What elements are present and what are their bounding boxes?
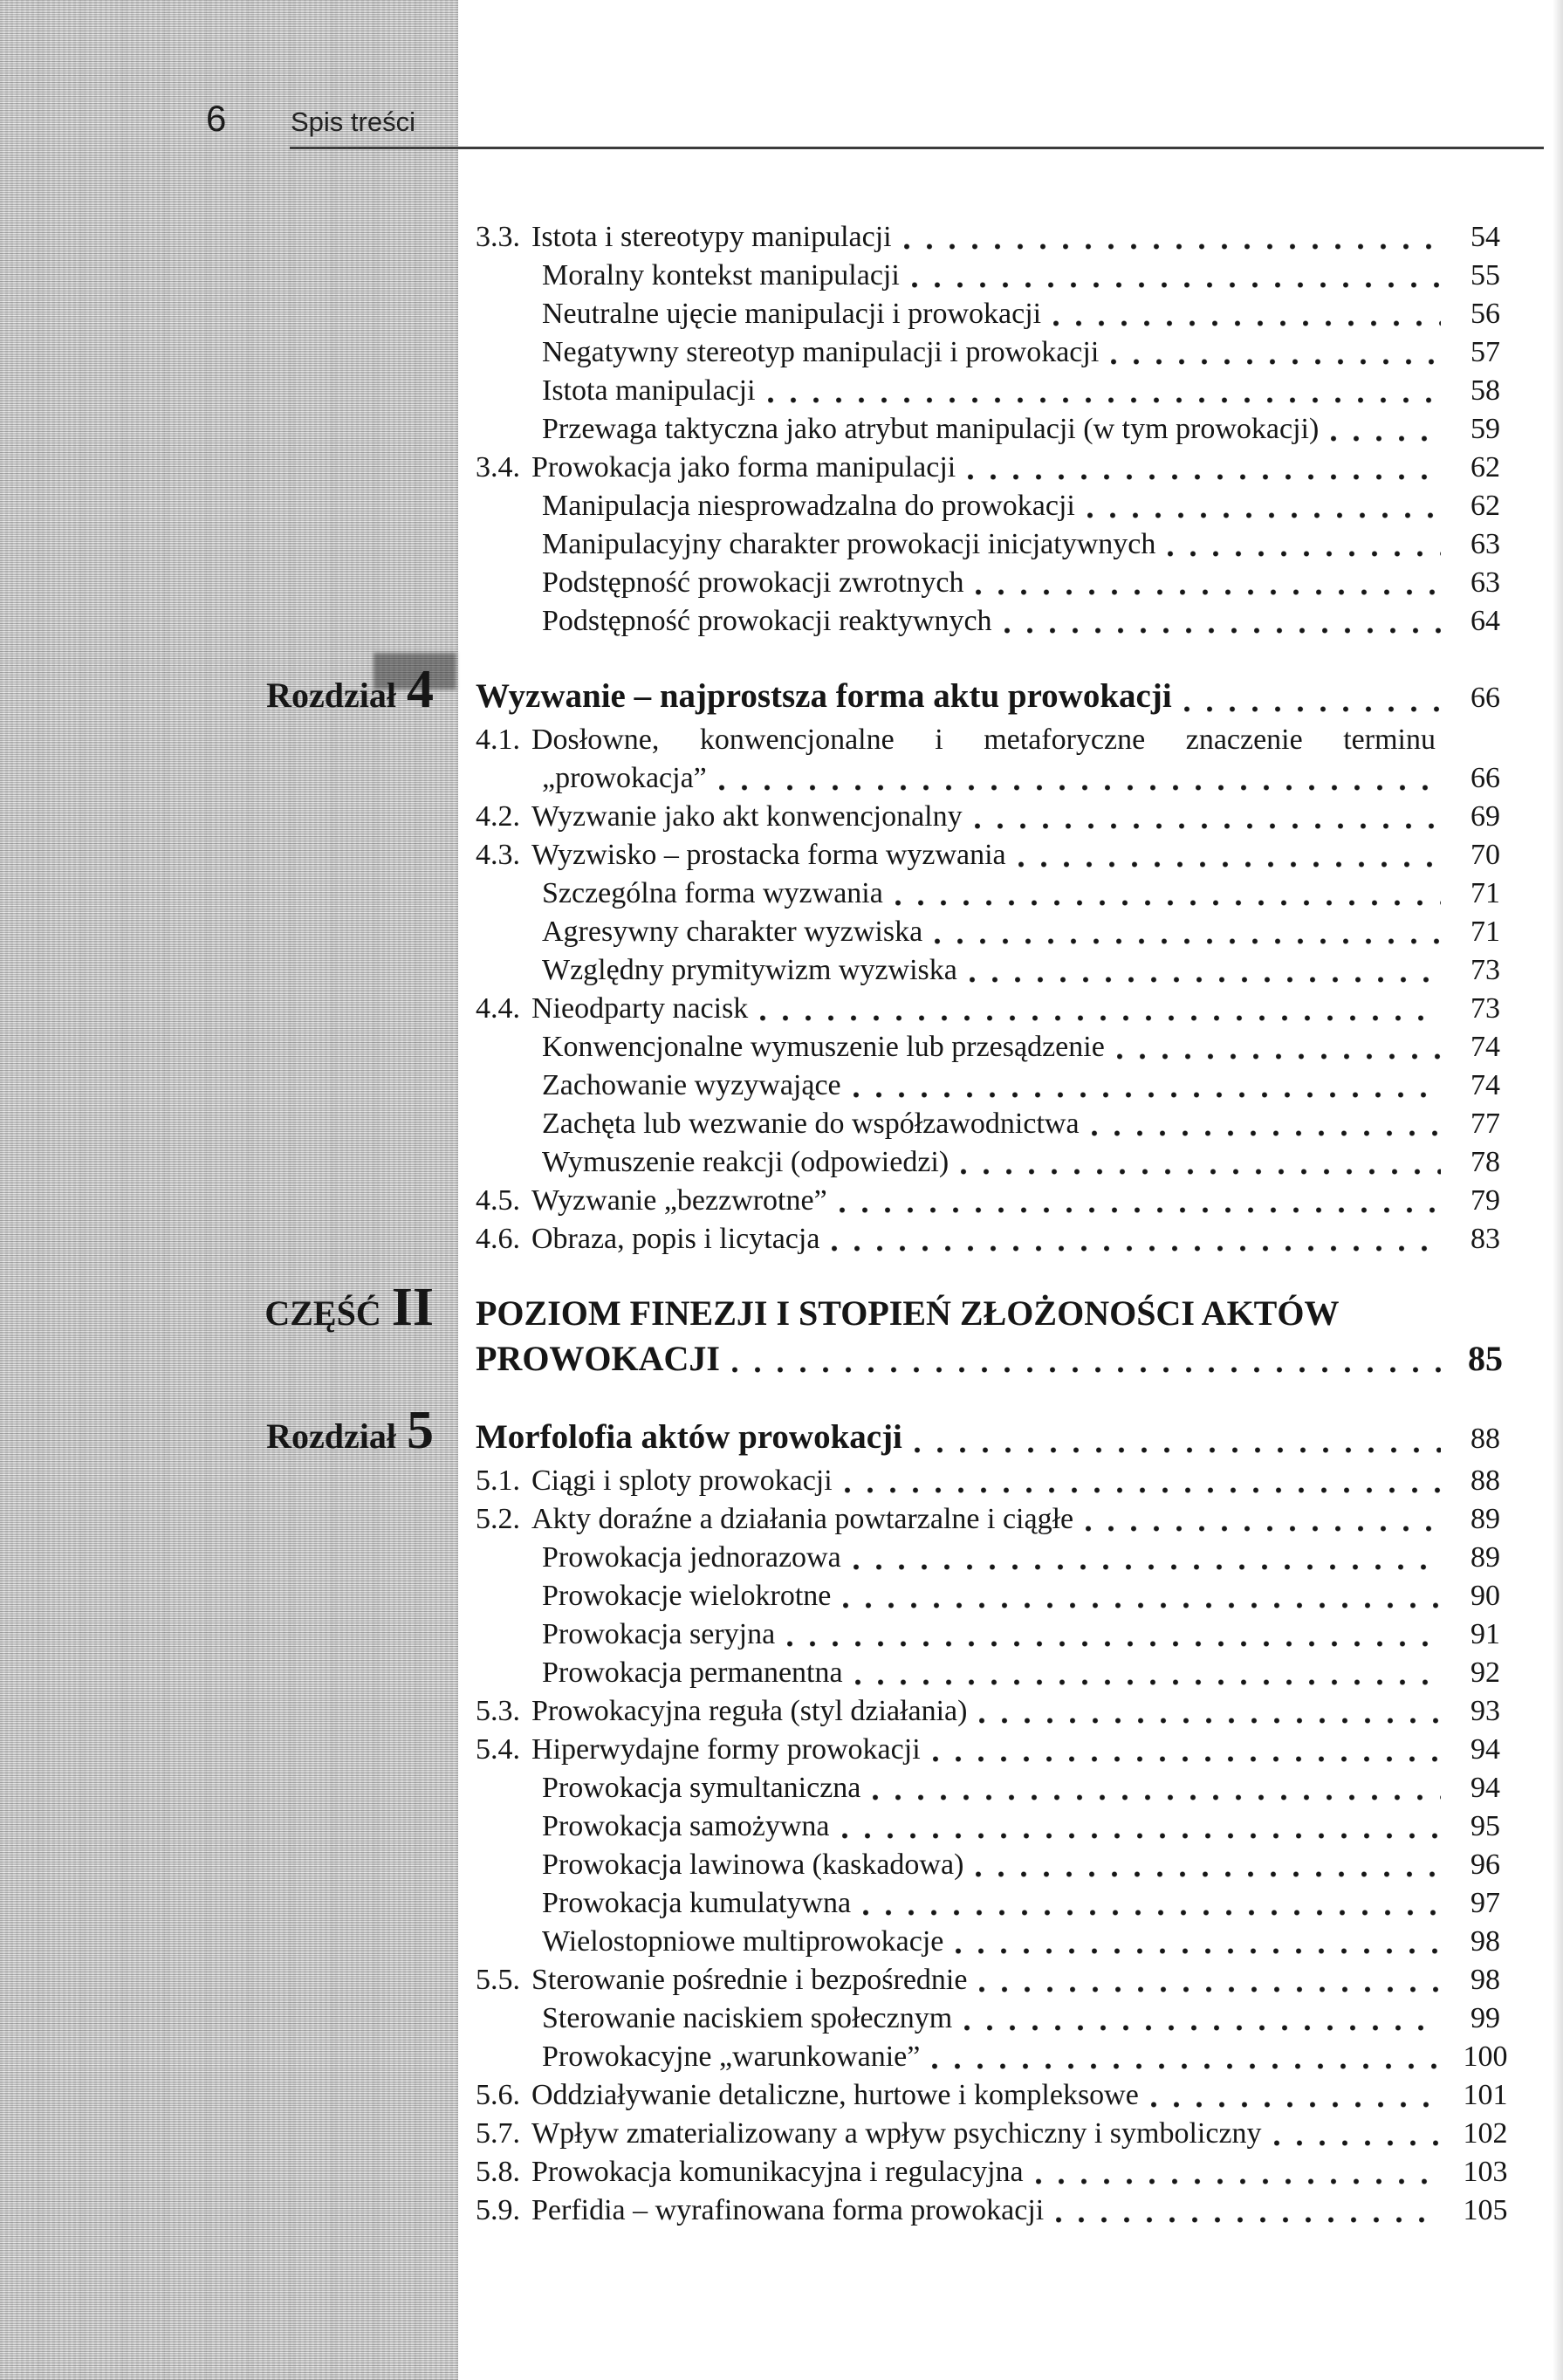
toc-part-entry <box>0 1278 1523 1382</box>
entry-page: 89 <box>1470 1503 1500 1535</box>
dot-leader <box>964 2025 1441 2031</box>
dot-leader <box>904 243 1441 250</box>
entry-text: Hiperwydajne formy prowokacji <box>531 1733 921 1766</box>
entry-page: 56 <box>1470 298 1500 330</box>
entry-text: Szczególna forma wyzwania <box>542 877 883 909</box>
dot-leader <box>895 900 1441 906</box>
dot-leader <box>976 589 1441 595</box>
entry-text: Wyzwanie jako akt konwencjonalny <box>531 800 963 833</box>
dot-leader <box>933 1756 1441 1762</box>
toc-entry <box>0 1692 1523 1731</box>
dot-leader <box>935 938 1441 944</box>
dot-leader <box>842 1833 1441 1839</box>
part-title-line1 <box>476 1291 1523 1336</box>
folio-number: 6 <box>206 98 227 139</box>
margin-label-pre: Rozdział <box>266 1416 396 1456</box>
entry-text: Negatywny stereotyp manipulacji i prowokacji <box>542 336 1100 368</box>
entry-number: 5.8. <box>476 2156 520 2188</box>
entry-number: 4.1. <box>476 724 520 756</box>
dot-leader <box>1036 2178 1441 2185</box>
entry-number: 3.4. <box>476 451 520 484</box>
entry-page: 62 <box>1470 490 1500 522</box>
entry-content <box>476 1500 1523 1539</box>
entry-text: Prowokacja lawinowa (kaskadowa) <box>542 1848 964 1881</box>
entry-page: 66 <box>1470 682 1500 714</box>
entry-text: Sterowanie naciskiem społecznym <box>542 2002 953 2034</box>
dot-leader <box>932 2063 1441 2069</box>
toc-entry <box>0 874 1523 913</box>
entry-text: Wyzwanie – najprostsza forma aktu prowokacji <box>476 677 1172 715</box>
header-rule <box>290 147 1544 149</box>
entry-number: 5.3. <box>476 1695 520 1727</box>
entry-text: Zachęta lub wezwanie do współzawodnictwa <box>542 1108 1080 1140</box>
toc-entry <box>0 1105 1523 1143</box>
dot-leader <box>1053 320 1441 326</box>
entry-page: 98 <box>1470 1925 1500 1958</box>
entry-number: 4.2. <box>476 800 520 833</box>
entry-text: Względny prymitywizm wyzwiska <box>542 954 957 986</box>
entry-page: 78 <box>1470 1146 1500 1178</box>
entry-text: Wielostopniowe multiprowokacje <box>542 1925 944 1958</box>
toc-entry <box>0 1220 1523 1259</box>
scan-edge-shadow <box>1553 0 1563 2380</box>
entry-text: Manipulacyjny charakter prowokacji inicjatywnych <box>542 528 1156 560</box>
entry-content <box>476 372 1523 410</box>
entry-text: Prowokacja seryjna <box>542 1618 776 1650</box>
entry-page: 101 <box>1463 2079 1508 2111</box>
toc-entry <box>0 564 1523 602</box>
entry-text: Morfolofia aktów prowokacji <box>476 1418 902 1456</box>
entry-text: Ciągi i sploty prowokacji <box>531 1464 833 1497</box>
dot-leader <box>1331 436 1441 442</box>
toc-entry <box>0 2115 1523 2153</box>
entry-content <box>476 449 1523 487</box>
entry-page: 88 <box>1470 1423 1500 1455</box>
entry-content <box>476 1807 1523 1846</box>
entry-page: 96 <box>1470 1848 1500 1881</box>
dot-leader <box>1151 2102 1441 2108</box>
entry-text: Prowokacja komunikacyjna i regulacyjna <box>531 2156 1024 2188</box>
entry-page: 103 <box>1463 2156 1508 2188</box>
toc-entry <box>0 1961 1523 1999</box>
toc-entry <box>0 2038 1523 2076</box>
entry-content <box>476 2038 1523 2076</box>
entry-page: 92 <box>1470 1656 1500 1689</box>
entry-content <box>476 1923 1523 1961</box>
entry-page: 54 <box>1470 221 1500 253</box>
dot-leader <box>1018 861 1441 868</box>
entry-content <box>476 1220 1523 1259</box>
dot-leader <box>760 1015 1441 1021</box>
entry-content <box>476 1143 1523 1182</box>
entry-content <box>476 1182 1523 1220</box>
entry-page: 83 <box>1470 1223 1500 1255</box>
toc-entry <box>0 1143 1523 1182</box>
entry-page: 94 <box>1470 1733 1500 1766</box>
toc-entry <box>0 487 1523 525</box>
dot-leader <box>832 1245 1441 1252</box>
entry-page: 70 <box>1470 839 1500 871</box>
toc-entry <box>0 798 1523 836</box>
dot-leader <box>1117 1053 1441 1060</box>
entry-page: 102 <box>1463 2117 1508 2150</box>
dot-leader <box>1004 628 1441 634</box>
entry-text: Neutralne ujęcie manipulacji i prowokacji <box>542 298 1042 330</box>
entry-text-line2: PROWOKACJI <box>476 1339 720 1378</box>
toc-entry <box>0 2153 1523 2191</box>
dot-leader <box>915 1447 1441 1453</box>
entry-number: 4.5. <box>476 1184 520 1217</box>
entry-content <box>476 1999 1523 2038</box>
entry-content <box>476 1028 1523 1067</box>
entry-content <box>476 295 1523 333</box>
entry-content <box>476 1105 1523 1143</box>
entry-page: 57 <box>1470 336 1500 368</box>
entry-page: 85 <box>1468 1339 1503 1378</box>
entry-page: 69 <box>1470 800 1500 833</box>
entry-text: Istota manipulacji <box>542 374 756 407</box>
toc-entry <box>0 2076 1523 2115</box>
dot-leader <box>1087 512 1441 518</box>
toc-entry <box>0 372 1523 410</box>
entry-content <box>476 1615 1523 1654</box>
toc-entry <box>0 1577 1523 1615</box>
entry-number: 4.3. <box>476 839 520 871</box>
toc-entry <box>0 836 1523 874</box>
entry-text: Zachowanie wyzywające <box>542 1069 841 1101</box>
dot-leader <box>1274 2140 1441 2146</box>
entry-content <box>476 333 1523 372</box>
entry-content <box>476 257 1523 295</box>
toc-entry <box>0 333 1523 372</box>
dot-leader <box>912 282 1441 288</box>
entry-page: 105 <box>1463 2194 1508 2226</box>
part-title-line2 <box>476 1336 1523 1382</box>
toc-entry <box>0 218 1523 257</box>
margin-label-num: 5 <box>407 1401 434 1460</box>
toc-entry <box>0 295 1523 333</box>
entry-content <box>476 1415 1523 1462</box>
dot-leader <box>843 1602 1441 1608</box>
entry-text: Dosłowne, konwencjonalne i metaforyczne znaczenie terminu <box>531 724 1436 756</box>
entry-content <box>476 1654 1523 1692</box>
toc-entry <box>0 913 1523 951</box>
entry-text: Wyzwanie „bezzwrotne” <box>531 1184 827 1217</box>
dot-leader <box>840 1207 1441 1213</box>
toc-entry <box>0 1615 1523 1654</box>
dot-leader <box>976 1871 1441 1877</box>
entry-page: 71 <box>1470 916 1500 948</box>
entry-content <box>476 1462 1523 1500</box>
entry-content <box>476 525 1523 564</box>
entry-text: Manipulacja niesprowadzalna do prowokacji <box>542 490 1075 522</box>
toc-rows <box>0 218 1523 2230</box>
toc-entry <box>0 1731 1523 1769</box>
entry-number: 5.5. <box>476 1964 520 1996</box>
entry-text: Przewaga taktyczna jako atrybut manipulacji (w tym prowokacji) <box>542 413 1320 445</box>
entry-page: 94 <box>1470 1772 1500 1804</box>
dot-leader <box>853 1564 1441 1570</box>
entry-page: 89 <box>1470 1541 1500 1574</box>
toc-entry <box>0 2191 1523 2230</box>
entry-text: POZIOM FINEZJI I STOPIEŃ ZŁOŻONOŚCI AKTÓW <box>476 1293 1340 1333</box>
toc-entry <box>0 1999 1523 2038</box>
entry-text: Podstępność prowokacji zwrotnych <box>542 566 964 599</box>
entry-text: Agresywny charakter wyzwiska <box>542 916 923 948</box>
dot-leader <box>719 785 1441 791</box>
dot-leader <box>1086 1526 1441 1532</box>
entry-text: Nieodparty nacisk <box>531 992 749 1025</box>
entry-content <box>476 674 1523 721</box>
dot-leader <box>956 1948 1441 1954</box>
dot-leader <box>975 823 1441 829</box>
entry-page: 55 <box>1470 259 1500 291</box>
entry-text: Perfidia – wyrafinowana forma prowokacji <box>531 2194 1045 2226</box>
entry-page: 95 <box>1470 1810 1500 1842</box>
margin-label-num: II <box>391 1278 434 1337</box>
entry-content <box>476 1884 1523 1923</box>
entry-text: Prowokacja samożywna <box>542 1810 830 1842</box>
entry-page: 58 <box>1470 374 1500 407</box>
entry-content <box>476 410 1523 449</box>
entry-page: 74 <box>1470 1069 1500 1101</box>
entry-text: Wyzwisko – prostacka forma wyzwania <box>531 839 1006 871</box>
entry-page: 63 <box>1470 566 1500 599</box>
margin-cell <box>0 1278 476 1337</box>
entry-content <box>476 913 1523 951</box>
entry-text: Obraza, popis i licytacja <box>531 1223 820 1255</box>
entry-text: Prowokacyjne „warunkowanie” <box>542 2040 921 2073</box>
margin-cell <box>0 660 476 719</box>
entry-content <box>476 1692 1523 1731</box>
entry-number: 5.4. <box>476 1733 520 1766</box>
dot-leader <box>1184 706 1441 712</box>
entry-content <box>476 2191 1523 2230</box>
entry-content <box>476 1846 1523 1884</box>
toc-entry <box>0 951 1523 990</box>
entry-page: 79 <box>1470 1184 1500 1217</box>
entry-page: 77 <box>1470 1108 1500 1140</box>
dot-leader <box>787 1641 1441 1647</box>
entry-content <box>476 1291 1523 1382</box>
entry-content <box>476 836 1523 874</box>
entry-content <box>476 218 1523 257</box>
entry-content <box>476 990 1523 1028</box>
toc-entry <box>0 1067 1523 1105</box>
entry-content <box>476 1067 1523 1105</box>
entry-number: 5.9. <box>476 2194 520 2226</box>
entry-page: 98 <box>1470 1964 1500 1996</box>
entry-text-line2: „prowokacja” <box>542 762 707 794</box>
entry-number: 4.6. <box>476 1223 520 1255</box>
toc-entry <box>0 257 1523 295</box>
entry-content <box>476 2115 1523 2153</box>
entry-content <box>476 1961 1523 1999</box>
entry-content <box>476 2153 1523 2191</box>
toc-entry <box>0 1769 1523 1807</box>
entry-content <box>476 721 1523 798</box>
entry-page: 91 <box>1470 1618 1500 1650</box>
toc-entry <box>0 1654 1523 1692</box>
entry-page: 73 <box>1470 992 1500 1025</box>
toc-entry <box>0 1182 1523 1220</box>
entry-content <box>476 1731 1523 1769</box>
entry-number: 4.4. <box>476 992 520 1025</box>
margin-label-num: 4 <box>407 660 434 719</box>
entry-content <box>476 564 1523 602</box>
dot-leader <box>863 1910 1441 1916</box>
entry-number: 5.1. <box>476 1464 520 1497</box>
margin-cell <box>0 1401 476 1460</box>
dot-leader <box>1092 1130 1441 1136</box>
entry-number: 5.7. <box>476 2117 520 2150</box>
toc-chapter-entry <box>0 660 1523 721</box>
margin-label-pre: CZĘŚĆ <box>264 1293 381 1333</box>
entry-content <box>476 1769 1523 1807</box>
entry-page: 93 <box>1470 1695 1500 1727</box>
entry-page: 100 <box>1463 2040 1508 2073</box>
dot-leader <box>968 474 1441 480</box>
toc-entry <box>0 1028 1523 1067</box>
entry-number: 5.2. <box>476 1503 520 1535</box>
dot-leader <box>961 1169 1441 1175</box>
entry-text: Konwencjonalne wymuszenie lub przesądzenie <box>542 1031 1105 1063</box>
entry-page: 90 <box>1470 1580 1500 1612</box>
entry-text: Oddziaływanie detaliczne, hurtowe i kompleksowe <box>531 2079 1139 2111</box>
entry-text: Prowokacja jednorazowa <box>542 1541 841 1574</box>
entry-page: 73 <box>1470 954 1500 986</box>
toc-entry <box>0 1500 1523 1539</box>
toc-entry <box>0 1807 1523 1846</box>
entry-text: Prowokacyjna reguła (styl działania) <box>531 1695 968 1727</box>
toc-entry <box>0 449 1523 487</box>
entry-text: Akty doraźne a działania powtarzalne i ciągłe <box>531 1503 1074 1535</box>
entry-content <box>476 951 1523 990</box>
entry-text: Prowokacja jako forma manipulacji <box>531 451 956 484</box>
dot-leader <box>853 1092 1441 1098</box>
entry-content <box>476 487 1523 525</box>
entry-number: 3.3. <box>476 221 520 253</box>
entry-content <box>476 1577 1523 1615</box>
dot-leader <box>979 1718 1441 1724</box>
entry-content <box>476 798 1523 836</box>
entry-text: Prowokacja symultaniczna <box>542 1772 861 1804</box>
toc-entry <box>0 602 1523 641</box>
entry-page: 59 <box>1470 413 1500 445</box>
entry-content <box>476 2076 1523 2115</box>
toc-entry <box>0 1462 1523 1500</box>
entry-page: 71 <box>1470 877 1500 909</box>
dot-leader <box>873 1794 1441 1800</box>
toc-entry <box>0 410 1523 449</box>
entry-number: 5.6. <box>476 2079 520 2111</box>
entry-text: Prowokacja permanentna <box>542 1656 843 1689</box>
page-title: Spis treści <box>291 106 415 137</box>
toc-entry <box>0 990 1523 1028</box>
entry-text: Podstępność prowokacji reaktywnych <box>542 605 992 637</box>
entry-page: 64 <box>1470 605 1500 637</box>
dot-leader <box>732 1367 1441 1373</box>
entry-page: 66 <box>1470 762 1500 794</box>
entry-content <box>476 602 1523 641</box>
entry-page: 88 <box>1470 1464 1500 1497</box>
dot-leader <box>768 397 1441 403</box>
entry-page: 97 <box>1470 1887 1500 1919</box>
wrap-line2 <box>476 759 1523 798</box>
toc-chapter-entry <box>0 1401 1523 1462</box>
wrap-line1 <box>476 721 1436 759</box>
toc-entry <box>0 1539 1523 1577</box>
dot-leader <box>970 977 1441 983</box>
dot-leader <box>1168 551 1441 557</box>
entry-text: Wymuszenie reakcji (odpowiedzi) <box>542 1146 949 1178</box>
entry-page: 62 <box>1470 451 1500 484</box>
toc-entry <box>0 1923 1523 1961</box>
dot-leader <box>1056 2217 1441 2223</box>
toc-entry <box>0 1846 1523 1884</box>
margin-label-pre: Rozdział <box>266 676 396 715</box>
dot-leader <box>855 1679 1441 1685</box>
entry-text: Wpływ zmaterializowany a wpływ psychiczny i symboliczny <box>531 2117 1262 2150</box>
toc-entry <box>0 1884 1523 1923</box>
entry-text: Prowokacja kumulatywna <box>542 1887 852 1919</box>
entry-content <box>476 874 1523 913</box>
entry-content <box>476 1539 1523 1577</box>
entry-text: Sterowanie pośrednie i bezpośrednie <box>531 1964 968 1996</box>
dot-leader <box>979 1986 1441 1992</box>
dot-leader <box>845 1487 1441 1493</box>
dot-leader <box>1111 359 1441 365</box>
toc-wrapped-entry <box>0 721 1523 798</box>
entry-text: Moralny kontekst manipulacji <box>542 259 900 291</box>
entry-page: 99 <box>1470 2002 1500 2034</box>
entry-text: Prowokacje wielokrotne <box>542 1580 832 1612</box>
entry-page: 74 <box>1470 1031 1500 1063</box>
toc-entry <box>0 525 1523 564</box>
entry-text: Istota i stereotypy manipulacji <box>531 221 892 253</box>
entry-page: 63 <box>1470 528 1500 560</box>
